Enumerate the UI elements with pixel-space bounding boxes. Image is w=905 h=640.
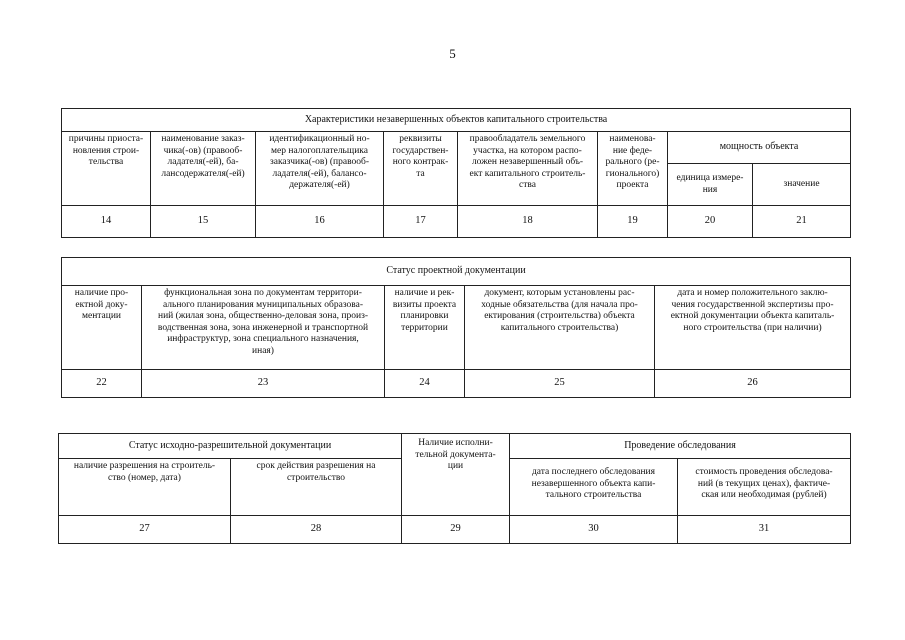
column-number: 20 — [668, 206, 753, 238]
column-number: 18 — [458, 206, 598, 238]
header-cell: реквизиты государствен- ного контрак- та — [384, 132, 458, 206]
column-number: 29 — [402, 516, 510, 544]
column-number: 30 — [510, 516, 678, 544]
table-title: Статус проектной документации — [62, 258, 851, 286]
column-number: 27 — [59, 516, 231, 544]
header-cell: наименование заказ- чика(-ов) (правооб- ладателя(-ей), ба- лансодержателя(-ей) — [151, 132, 256, 206]
header-cell: дата последнего обследования незавершенного объекта капи- тального строительства — [510, 459, 678, 516]
column-number: 16 — [256, 206, 384, 238]
group-header: мощность объекта — [668, 132, 851, 164]
group-header: Проведение обследования — [510, 434, 851, 459]
group-header: Статус исходно-разрешительной документации — [59, 434, 402, 459]
table-title: Характеристики незавершенных объектов капитального строительства — [62, 109, 851, 132]
header-cell: наличие про- ектной доку- ментации — [62, 286, 142, 370]
header-cell: срок действия разрешения на строительство — [231, 459, 402, 516]
header-cell: идентификационный но- мер налогоплательщика заказчика(-ов) (правооб- ладателя(-ей), балансо- держателя(-ей) — [256, 132, 384, 206]
header-cell: дата и номер положительного заклю- чения государственной экспертизы про- ектной документации объекта капиталь- ного строительства (при наличии) — [655, 286, 851, 370]
column-number: 21 — [753, 206, 851, 238]
header-cell: Наличие исполни- тельной документа- ции — [402, 434, 510, 516]
column-number: 24 — [385, 370, 465, 398]
column-number: 31 — [678, 516, 851, 544]
column-number: 14 — [62, 206, 151, 238]
header-cell: стоимость проведения обследова- ний (в текущих ценах), фактиче- ская или необходимая (рублей) — [678, 459, 851, 516]
column-number: 26 — [655, 370, 851, 398]
column-number: 19 — [598, 206, 668, 238]
header-cell: наличие разрешения на строитель- ство (номер, дата) — [59, 459, 231, 516]
column-number: 17 — [384, 206, 458, 238]
permits-and-inspection-table — [58, 433, 851, 544]
column-number: 22 — [62, 370, 142, 398]
header-cell: единица измере- ния — [668, 164, 753, 206]
header-cell: наименова- ние феде- рального (ре- гионального) проекта — [598, 132, 668, 206]
column-number: 28 — [231, 516, 402, 544]
header-cell: значение — [753, 164, 851, 206]
header-cell: функциональная зона по документам территори- ального планирования муниципальных образова- ний (жилая зона, общественно-деловая зона, произ- водственная зона, зона инженерной и транспортной инфраструктур, зона специального назначения, иная) — [142, 286, 385, 370]
header-cell: документ, которым установлены рас- ходные обязательства (для начала про- ектирования (строительства) объекта капитального строительства) — [465, 286, 655, 370]
column-number: 25 — [465, 370, 655, 398]
header-cell: правообладатель земельного участка, на котором распо- ложен незавершенный объ- ект капитального строитель- ства — [458, 132, 598, 206]
project-documentation-table — [61, 257, 851, 398]
construction-characteristics-table — [61, 108, 851, 238]
column-number: 23 — [142, 370, 385, 398]
header-cell: причины приоста- новления строи- тельства — [62, 132, 151, 206]
column-number: 15 — [151, 206, 256, 238]
header-cell: наличие и рек- визиты проекта планировки территории — [385, 286, 465, 370]
page-number: 5 — [449, 46, 456, 61]
